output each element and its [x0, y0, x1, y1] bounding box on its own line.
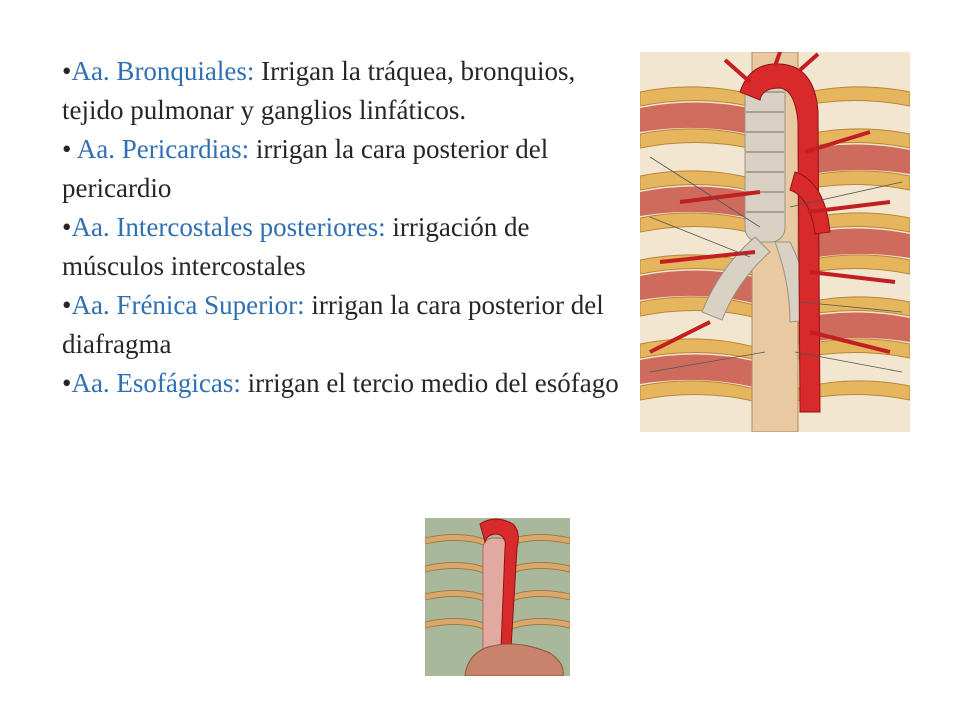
bullet-intercostal: •Aa. Intercostales posteriores: irrigación de músculos intercostales [62, 212, 530, 281]
bullet-phrenic: •Aa. Frénica Superior: irrigan la cara posterior del diafragma [62, 290, 604, 359]
thoracic-aorta-esophagus-illustration [425, 518, 570, 676]
term-esophageal: Aa. Esofágicas: [71, 368, 241, 398]
bullet-esophageal: •Aa. Esofágicas: irrigan el tercio medio del esófago [62, 368, 619, 398]
bullet-list [62, 52, 632, 403]
term-bronchial: Aa. Bronquiales: [71, 56, 255, 86]
term-pericardial: Aa. Pericardias: [76, 134, 250, 164]
term-intercostal: Aa. Intercostales posteriores: [71, 212, 386, 242]
desc-phrenic: irrigan la cara posterior del diafragma [62, 290, 604, 359]
posterior-mediastinum-illustration [640, 52, 910, 432]
desc-pericardial: irrigan la cara posterior del pericardio [62, 134, 549, 203]
bullet-bronchial: •Aa. Bronquiales: Irrigan la tráquea, bronquios, tejido pulmonar y ganglios linfáticos. [62, 56, 576, 125]
thorax-svg [640, 52, 910, 432]
term-phrenic: Aa. Frénica Superior: [71, 290, 305, 320]
desc-bronchial: Irrigan la tráquea, bronquios, tejido pulmonar y ganglios linfáticos. [62, 56, 576, 125]
desc-intercostal: irrigación de músculos intercostales [62, 212, 530, 281]
desc-esophageal: irrigan el tercio medio del esófago [240, 368, 619, 398]
esophagus-svg [425, 518, 570, 676]
bullet-pericardial: • Aa. Pericardias: irrigan la cara posterior del pericardio [62, 134, 549, 203]
